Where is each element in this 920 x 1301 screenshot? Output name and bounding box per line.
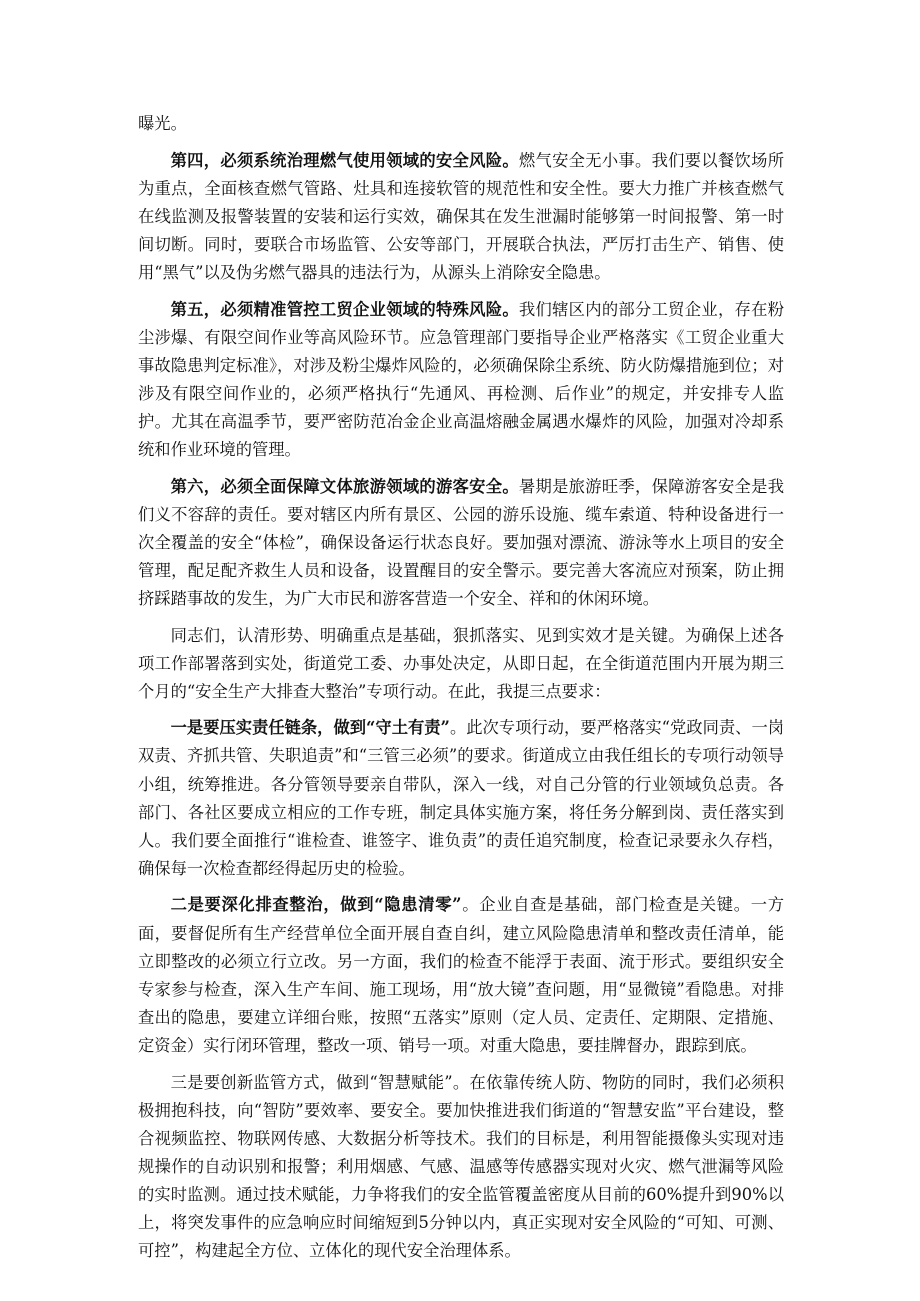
paragraph-transition bbox=[138, 622, 784, 706]
paragraph-text: 燃气安全无小事。我们要以餐饮场所为重点，全面核查燃气管路、灶具和连接软管的规范性和安全性。要大力推广并核查燃气在线监测及报警装置的安装和运行实效，确保其在发生泄漏时能够第一时间报警、第一时间切断。同时，要联合市场监管、公安等部门，开展联合执法，严厉打击生产、销售、使用“黑气”以及伪劣燃气器具的违法行为，从源头上消除安全隐患。 bbox=[138, 150, 784, 282]
paragraph-text: 我们辖区内的部分工贸企业，存在粉尘涉爆、有限空间作业等高风险环节。应急管理部门要指导企业严格落实《工贸企业重大事故隐患判定标准》，对涉及粉尘爆炸风险的，必须确保除尘系统、防火防爆措施到位；对涉及有限空间作业的，必须严格执行“先通风、再检测、后作业”的规定，并安排专人监护。尤其在高温季节，要严密防范冶金企业高温熔融金属遇水爆炸的风险，加强对冷却系统和作业环境的管理。 bbox=[138, 299, 784, 460]
paragraph-text: 暑期是旅游旺季，保障游客安全是我们义不容辞的责任。要对辖区内所有景区、公园的游乐设施、缆车索道、特种设备进行一次全覆盖的安全“体检”，确保设备运行状态良好。要加强对漂流、游泳等水上项目的安全管理，配足配齐救生人员和设备，设置醒目的安全警示。要完善大客流应对预案，防止拥挤踩踏事故的发生，为广大市民和游客营造一个安全、祥和的休闲环境。 bbox=[138, 476, 784, 608]
paragraph-lead: 一是要压实责任链条，做到“守土有责” bbox=[170, 718, 450, 738]
paragraph-text: 。此次专项行动，要严格落实“党政同责、一岗双责、齐抓共管、失职追责”和“三管三必须”的要求。街道成立由我任组长的专项行动领导小组，统筹推进。各分管领导要亲自带队，深入一线，对自己分管的行业领域负总责。各部门、各社区要成立相应的工作专班，制定具体实施方案，将任务分解到岗、责任落实到人。我们要全面推行“谁检查、谁签字、谁负责”的责任追究制度，检查记录要永久存档，确保每一次检查都经得起历史的检验。 bbox=[138, 718, 785, 878]
paragraph-continuation bbox=[138, 110, 784, 138]
paragraph-text: 三是要创新监管方式，做到“智慧赋能”。在依靠传统人防、物防的同时，我们必须积极拥抱科技，向“智防”要效率、要安全。要加快推进我们街道的“智慧安监”平台建设，整合视频监控、物联网传感、大数据分析等技术。我们的目标是，利用智能摄像头实现对违规操作的自动识别和报警；利用烟感、气感、温感等传感器实现对火灾、燃气泄漏等风险的实时监测。通过技术赋能，力争将我们的安全监管覆盖密度从目前的60%提升到90%以上，将突发事件的应急响应时间缩短到5分钟以内，真正实现对安全风险的“可知、可测、可控”，构建起全方位、立体化的现代安全治理体系。 bbox=[138, 1072, 784, 1261]
paragraph-requirement-1 bbox=[138, 714, 784, 883]
paragraph-fourth bbox=[138, 147, 784, 287]
paragraph-lead: 第六，必须全面保障文体旅游领域的游客安全。 bbox=[170, 476, 519, 496]
paragraph-text: 曝光。 bbox=[138, 114, 187, 133]
paragraph-text: 同志们，认清形势、明确重点是基础，狠抓落实、见到实效才是关键。为确保上述各项工作部署落到实处，街道党工委、办事处决定，从即日起，在全街道范围内开展为期三个月的“安全生产大排查大整治”专项行动。在此，我提三点要求： bbox=[138, 625, 784, 701]
paragraph-lead: 第四，必须系统治理燃气使用领域的安全风险。 bbox=[170, 150, 519, 170]
document-page bbox=[138, 110, 784, 1274]
paragraph-requirement-3 bbox=[138, 1069, 784, 1266]
paragraph-fifth bbox=[138, 296, 784, 465]
paragraph-lead: 第五，必须精准管控工贸企业领域的特殊风险。 bbox=[170, 299, 519, 319]
paragraph-lead: 二是要深化排查整治，做到“隐患清零” bbox=[170, 895, 462, 915]
paragraph-sixth bbox=[138, 473, 784, 613]
paragraph-text: 。企业自查是基础，部门检查是关键。一方面，要督促所有生产经营单位全面开展自查自纠，建立风险隐患清单和整改责任清单，能立即整改的必须立行立改。另一方面，我们的检查不能浮于表面、流于形式。要组织安全专家参与检查，深入生产车间、施工现场，用“放大镜”查问题，用“显微镜”看隐患。对排查出的隐患，要建立详细台账，按照“五落实”原则（定人员、定责任、定期限、定措施、定资金）实行闭环管理，整改一项、销号一项。对重大隐患，要挂牌督办，跟踪到底。 bbox=[138, 895, 784, 1055]
paragraph-requirement-2 bbox=[138, 891, 784, 1060]
